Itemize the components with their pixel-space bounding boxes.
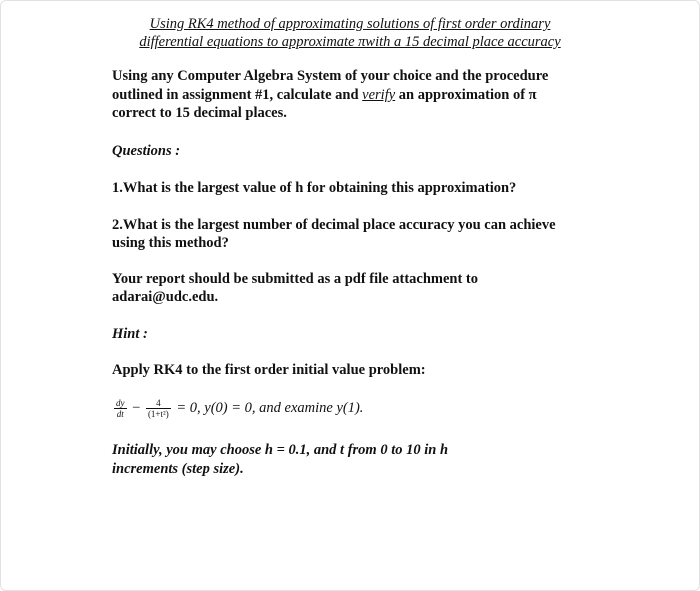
ivp-equation bbox=[112, 398, 363, 419]
verify-word: verify bbox=[362, 87, 396, 103]
hint-heading: Hint : bbox=[112, 326, 148, 342]
minus-sign: − bbox=[132, 399, 141, 416]
initially-line-1: Initially, you may choose h = 0.1, and t from 0 to 10 in h bbox=[112, 442, 449, 458]
report-line-1: Your report should be submitted as a pdf file attachment to bbox=[112, 271, 479, 287]
four-over-fraction bbox=[146, 398, 171, 419]
initially-line-2: increments (step size). bbox=[112, 461, 244, 477]
fraction-denominator: (1+t²) bbox=[147, 409, 169, 419]
intro-line-2-post: an approximation of π bbox=[395, 87, 537, 103]
document-title-line-1: Using RK4 method of approximating solutions of first order ordinary bbox=[149, 16, 551, 32]
report-email: adarai@udc.edu. bbox=[112, 289, 219, 305]
dy-dt-fraction bbox=[114, 398, 127, 419]
fraction-numerator: 4 bbox=[146, 398, 171, 409]
document-title-line-2: differential equations to approximate πwith a 15 decimal place accuracy bbox=[139, 34, 561, 50]
question-2-line-2: using this method? bbox=[112, 235, 229, 251]
apply-instruction: Apply RK4 to the first order initial value problem: bbox=[112, 362, 426, 378]
questions-heading: Questions : bbox=[112, 143, 181, 159]
dy-numerator: dy bbox=[116, 398, 125, 408]
question-2-line-1: 2.What is the largest number of decimal place accuracy you can achieve bbox=[112, 217, 556, 233]
question-1: 1.What is the largest value of h for obtaining this approximation? bbox=[112, 180, 517, 196]
intro-line-2 bbox=[112, 86, 612, 104]
intro-line-2-pre: outlined in assignment #1, calculate and bbox=[112, 87, 363, 103]
equation-rest: = 0, y(0) = 0, and examine y(1). bbox=[176, 399, 364, 416]
intro-line-1: Using any Computer Algebra System of your choice and the procedure bbox=[112, 68, 549, 84]
dt-denominator: dt bbox=[116, 409, 124, 419]
intro-line-3: correct to 15 decimal places. bbox=[112, 105, 287, 121]
